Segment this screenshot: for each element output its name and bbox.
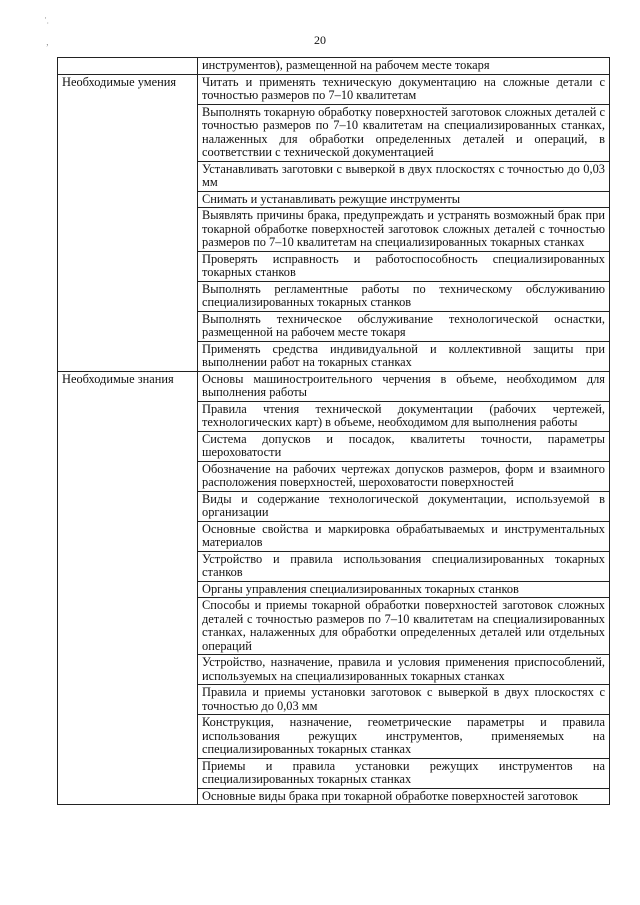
skill-item: Выполнять токарную обработку поверхностей заготовок сложных деталей с точностью размеров по 7–10 квалитетам на специализированных станках, налаженных для обработки определенных деталей и операций, в соответствии с технической документацией bbox=[198, 104, 610, 161]
knowledge-item: Обозначение на рабочих чертежах допусков размеров, форм и взаимного расположения поверхностей, шероховатости поверхностей bbox=[198, 461, 610, 491]
skill-item: Выявлять причины брака, предупреждать и устранять возможный брак при токарной обработке поверхностей заготовок сложных деталей с точностью размеров по 7–10 квалитетам на специализированных токарных станках bbox=[198, 208, 610, 252]
skill-item: Применять средства индивидуальной и коллективной защиты при выполнении работ на токарных станках bbox=[198, 341, 610, 371]
skill-item: Читать и применять техническую документацию на сложные детали с точностью размеров по 7–10 квалитетам bbox=[198, 74, 610, 104]
scan-artifact-marks: · ˙ , bbox=[44, 13, 50, 47]
table-row bbox=[58, 58, 610, 75]
knowledge-item: Конструкция, назначение, геометрические параметры и правила использования режущих инструментов, применяемых на специализированных токарных станках bbox=[198, 715, 610, 759]
category-skills: Необходимые умения bbox=[58, 74, 198, 371]
knowledge-item: Основные виды брака при токарной обработке поверхностей заготовок bbox=[198, 788, 610, 805]
category-cell-empty bbox=[58, 58, 198, 75]
skill-item: Выполнять техническое обслуживание технологической оснастки, размещенной на рабочем месте токаря bbox=[198, 311, 610, 341]
knowledge-item: Виды и содержание технологической документации, используемой в организации bbox=[198, 491, 610, 521]
knowledge-item: Способы и приемы токарной обработки поверхностей заготовок сложных деталей с точностью размеров по 7–10 квалитетам на специализированных станках, налаженных для обработки определенных деталей или отдельных операций bbox=[198, 598, 610, 655]
knowledge-item: Правила и приемы установки заготовок с выверкой в двух плоскостях с точностью до 0,03 мм bbox=[198, 685, 610, 715]
continuation-item: инструментов), размещенной на рабочем месте токаря bbox=[198, 58, 610, 75]
table-row bbox=[58, 74, 610, 104]
skill-item: Выполнять регламентные работы по техническому обслуживанию специализированных токарных станков bbox=[198, 281, 610, 311]
table-row bbox=[58, 371, 610, 401]
knowledge-item: Устройство и правила использования специализированных токарных станков bbox=[198, 551, 610, 581]
category-knowledge: Необходимые знания bbox=[58, 371, 198, 805]
page-number: 20 bbox=[314, 33, 326, 47]
knowledge-item: Приемы и правила установки режущих инструментов на специализированных токарных станках bbox=[198, 758, 610, 788]
knowledge-item: Основные свойства и маркировка обрабатываемых и инструментальных материалов bbox=[198, 521, 610, 551]
knowledge-item: Основы машиностроительного черчения в объеме, необходимом для выполнения работы bbox=[198, 371, 610, 401]
requirements-table bbox=[57, 57, 610, 805]
knowledge-item: Устройство, назначение, правила и условия применения приспособлений, используемых на специализированных токарных станках bbox=[198, 655, 610, 685]
knowledge-item: Органы управления специализированных токарных станков bbox=[198, 581, 610, 598]
knowledge-item: Правила чтения технической документации (рабочих чертежей, технологических карт) в объеме, необходимом для выполнения работы bbox=[198, 401, 610, 431]
skill-item: Проверять исправность и работоспособность специализированных токарных станков bbox=[198, 251, 610, 281]
skill-item: Снимать и устанавливать режущие инструменты bbox=[198, 191, 610, 208]
knowledge-item: Система допусков и посадок, квалитеты точности, параметры шероховатости bbox=[198, 431, 610, 461]
skill-item: Устанавливать заготовки с выверкой в двух плоскостях с точностью до 0,03 мм bbox=[198, 161, 610, 191]
